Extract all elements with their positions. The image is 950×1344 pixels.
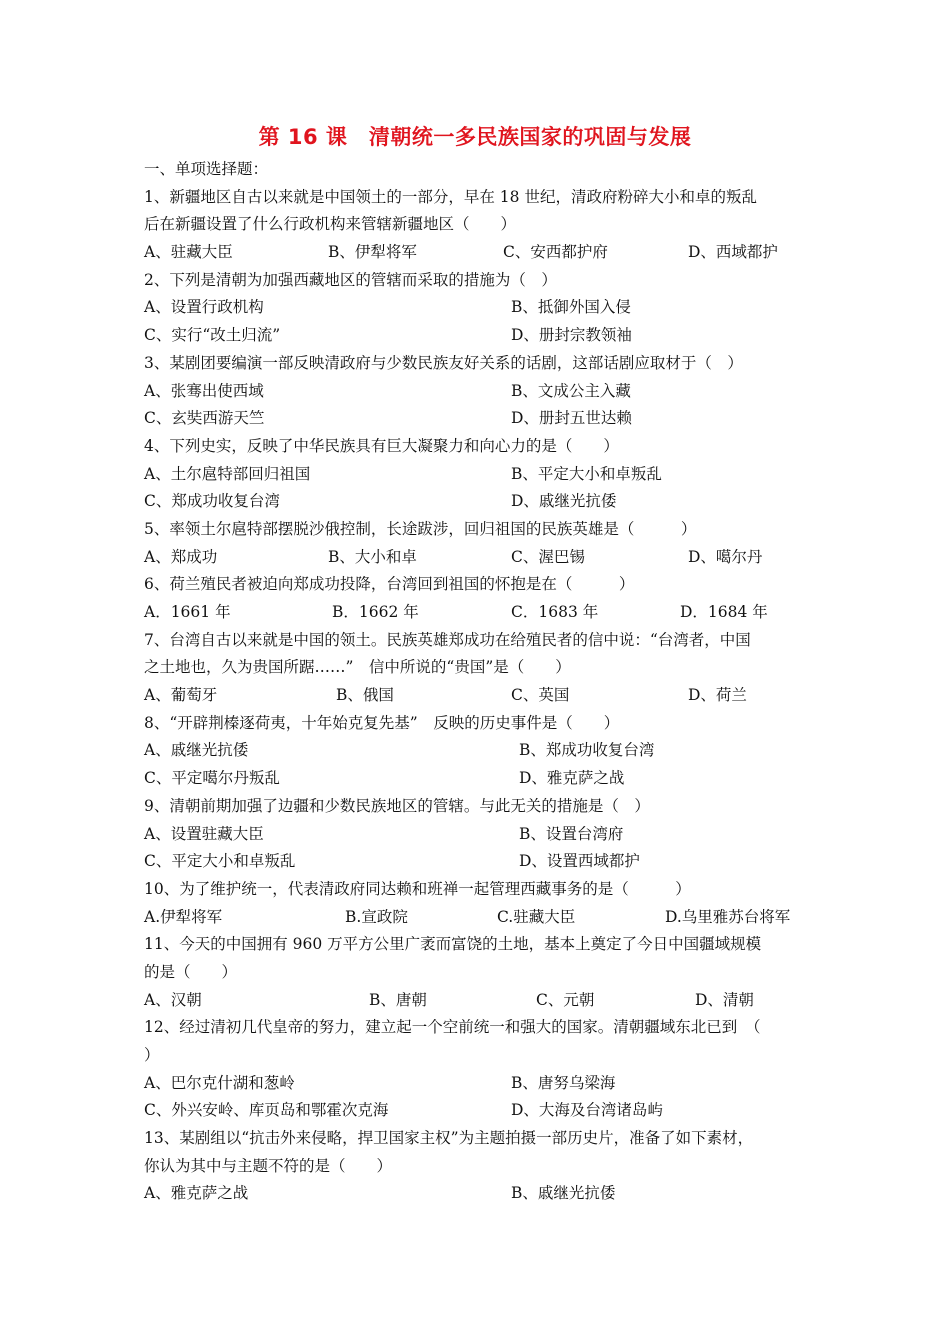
question-10-stem: 10、为了维护统一，代表清政府同达赖和班禅一起管理西藏事务的是（ ） — [144, 879, 691, 898]
option-d: D、噶尔丹 — [688, 547, 763, 566]
option-a: A、设置驻藏大臣 — [144, 824, 264, 843]
option-b: B、唐朝 — [369, 990, 427, 1009]
question-3-options-row-1 — [144, 378, 812, 406]
option-b: B、平定大小和卓叛乱 — [511, 464, 662, 483]
question-list — [144, 156, 812, 1208]
option-a: A、张骞出使西域 — [144, 381, 264, 400]
option-d: D、清朝 — [695, 990, 754, 1009]
question-5-stem: 5、率领土尔扈特部摆脱沙俄控制，长途跋涉，回归祖国的民族英雄是（ ） — [144, 519, 697, 538]
question-2-stem: 2、下列是清朝为加强西藏地区的管辖而采取的措施为（ ） — [144, 270, 557, 289]
question-9-options-row-1 — [144, 821, 812, 849]
question-13-options-row-1 — [144, 1180, 812, 1208]
option-b: B、设置台湾府 — [519, 824, 624, 843]
option-a: A.伊犁将军 — [144, 907, 223, 926]
option-a: A、郑成功 — [144, 547, 218, 566]
question-11-stem-line-1: 11、今天的中国拥有 960 万平方公里广袤而富饶的土地，基本上奠定了今日中国疆域规模 — [144, 935, 762, 954]
page-title: 第 16 课 清朝统一多民族国家的巩固与发展 — [258, 125, 692, 149]
question-4-options-row-1 — [144, 461, 812, 489]
question-12-stem-line-2: ） — [144, 1046, 160, 1064]
option-a: A．1661 年 — [144, 603, 231, 621]
question-2-options-row-2 — [144, 322, 812, 350]
question-8-options-row-2 — [144, 765, 812, 793]
question-7-stem-line-1: 7、台湾自古以来就是中国的领土。民族英雄郑成功在给殖民者的信中说：“台湾者，中国 — [144, 630, 751, 649]
option-c: C、元朝 — [536, 990, 595, 1009]
option-b: B、文成公主入藏 — [511, 381, 631, 400]
question-1-options — [144, 239, 812, 267]
option-a: A、戚继光抗倭 — [144, 741, 249, 760]
section-heading: 一、单项选择题： — [144, 160, 269, 178]
question-3-options-row-2 — [144, 405, 812, 433]
option-a: A、驻藏大臣 — [144, 243, 233, 262]
question-12-options-row-2 — [144, 1097, 812, 1125]
question-7-stem-line-2: 之土地也，久为贵国所踞……” 信中所说的“贵国”是（ ） — [144, 658, 571, 677]
option-c: C、郑成功收复台湾 — [144, 492, 280, 511]
option-d: D.乌里雅苏台将军 — [665, 907, 791, 926]
option-d: D、册封五世达赖 — [511, 409, 632, 428]
question-6-stem: 6、荷兰殖民者被迫向郑成功投降，台湾回到祖国的怀抱是在（ ） — [144, 575, 635, 594]
option-d: D、大海及台湾诸岛屿 — [511, 1101, 663, 1120]
option-c: C、实行“改土归流” — [144, 326, 281, 345]
option-d: D、荷兰 — [688, 686, 747, 705]
option-c: C、平定大小和卓叛乱 — [144, 852, 296, 871]
question-11-stem-line-2: 的是（ ） — [144, 962, 238, 981]
option-c: C、外兴安岭、库页岛和鄂霍次克海 — [144, 1101, 389, 1120]
option-b: B、大小和卓 — [328, 547, 417, 566]
question-3-stem: 3、某剧团要编演一部反映清政府与少数民族友好关系的话剧，这部话剧应取材于（ ） — [144, 353, 743, 372]
question-8-options-row-1 — [144, 737, 812, 765]
question-6-options — [144, 599, 812, 627]
option-b: B、俄国 — [336, 686, 394, 705]
option-c: C、玄奘西游天竺 — [144, 409, 265, 428]
option-b: B、抵御外国入侵 — [511, 298, 631, 317]
question-9-options-row-2 — [144, 848, 812, 876]
option-d: D、戚继光抗倭 — [511, 492, 617, 511]
option-a: A、设置行政机构 — [144, 298, 264, 317]
option-a: A、葡萄牙 — [144, 686, 218, 705]
option-c: C、安西都护府 — [503, 243, 608, 262]
option-b: B、郑成功收复台湾 — [519, 741, 655, 760]
option-a: A、土尔扈特部回归祖国 — [144, 464, 311, 483]
option-c: C、英国 — [511, 686, 570, 705]
question-13-stem-line-1: 13、某剧组以“抗击外来侵略，捍卫国家主权”为主题拍摄一部历史片，准备了如下素材， — [144, 1129, 754, 1148]
question-12-options-row-1 — [144, 1070, 812, 1098]
option-a: A、巴尔克什湖和葱岭 — [144, 1073, 295, 1092]
question-1-stem-line-2: 后在新疆设置了什么行政机构来管辖新疆地区（ ） — [144, 215, 517, 234]
option-d: D、册封宗教领袖 — [511, 326, 632, 345]
option-b: B．1662 年 — [332, 603, 419, 621]
option-b: B、伊犁将军 — [328, 243, 417, 262]
option-d: D、设置西域都护 — [519, 852, 640, 871]
option-c: C.驻藏大臣 — [497, 907, 576, 926]
option-b: B、唐努乌梁海 — [511, 1073, 616, 1092]
option-b: B、戚继光抗倭 — [511, 1184, 616, 1203]
question-1-stem-line-1: 1、新疆地区自古以来就是中国领土的一部分，早在 18 世纪，清政府粉碎大小和卓的叛乱 — [144, 187, 757, 206]
option-d: D、雅克萨之战 — [519, 769, 625, 788]
question-7-options — [144, 682, 812, 710]
question-2-options-row-1 — [144, 294, 812, 322]
question-8-stem: 8、“开辟荆榛逐荷夷，十年始克复先基” 反映的历史事件是（ ） — [144, 713, 620, 732]
option-a: A、汉朝 — [144, 990, 202, 1009]
option-d: D．1684 年 — [680, 603, 768, 621]
question-5-options — [144, 544, 812, 572]
question-10-options — [144, 904, 812, 932]
question-11-options — [144, 987, 812, 1015]
question-13-stem-line-2: 你认为其中与主题不符的是（ ） — [144, 1156, 393, 1175]
option-d: D、西域都护 — [688, 243, 778, 262]
question-9-stem: 9、清朝前期加强了边疆和少数民族地区的管辖。与此无关的措施是（ ） — [144, 796, 650, 815]
option-b: B.宣政院 — [345, 907, 408, 926]
question-4-stem: 4、下列史实，反映了中华民族具有巨大凝聚力和向心力的是（ ） — [144, 436, 619, 455]
question-4-options-row-2 — [144, 488, 812, 516]
option-a: A、雅克萨之战 — [144, 1184, 249, 1203]
option-c: C．1683 年 — [511, 603, 599, 621]
question-12-stem-line-1: 12、经过清初几代皇帝的努力，建立起一个空前统一和强大的国家。清朝疆域东北已到 （ — [144, 1018, 761, 1037]
option-c: C、平定噶尔丹叛乱 — [144, 769, 280, 788]
option-c: C、渥巴锡 — [511, 547, 585, 566]
